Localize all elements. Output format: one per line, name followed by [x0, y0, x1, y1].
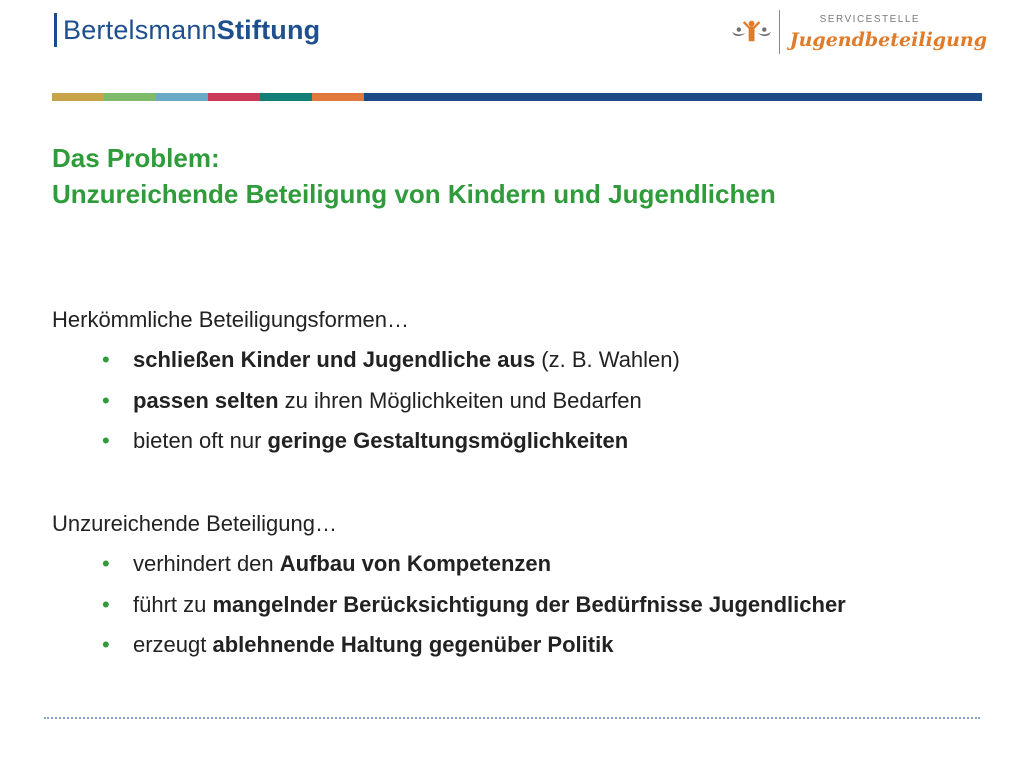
- list-item: [52, 585, 992, 626]
- list-item: [52, 340, 992, 381]
- title-line-1: Das Problem:: [52, 143, 220, 173]
- footer-dotted-line: [44, 717, 980, 719]
- list-item: [52, 544, 992, 585]
- item-bold: schließen Kinder und Jugendliche aus: [133, 347, 536, 372]
- brand-small: SERVICESTELLE: [819, 13, 921, 25]
- bertelsmann-logo: [54, 12, 320, 48]
- item-text: zu ihren Möglichkeiten und Bedarfen: [278, 387, 642, 413]
- item-bold: ablehnende Haltung gegenüber Politik: [212, 632, 614, 657]
- item-bold: mangelnder Berücksichtigung der Bedürfnisse Jugendlicher: [212, 591, 846, 617]
- people-emblem-icon: [732, 7, 771, 57]
- bullet-icon: •: [102, 632, 110, 657]
- servicestelle-logo: [732, 6, 987, 58]
- item-text: verhindert den: [133, 551, 280, 576]
- bullet-icon: •: [102, 347, 110, 372]
- item-bold: Aufbau von Kompetenzen: [279, 551, 552, 576]
- item-text: führt zu: [133, 591, 213, 617]
- brand-big: Jugendbeteiligung: [789, 28, 987, 51]
- section-heading: Herkömmliche Beteiligungsformen…: [52, 307, 410, 332]
- bullet-icon: •: [102, 551, 110, 576]
- color-stripe: [52, 93, 982, 101]
- slide-title: [52, 140, 982, 212]
- section-insufficient-participation: [52, 504, 992, 666]
- item-text: bieten oft nur: [133, 428, 268, 453]
- logo-bar: [54, 13, 57, 47]
- list-item: [52, 421, 992, 462]
- section-heading: Unzureichende Beteiligung…: [52, 511, 337, 536]
- item-text: erzeugt: [133, 632, 213, 657]
- list-item: [52, 381, 992, 422]
- stripe-segment: [52, 93, 104, 101]
- title-line-2: Unzureichende Beteiligung von Kindern und Jugendlichen: [52, 179, 776, 209]
- section-traditional-forms: [52, 300, 992, 462]
- brand-text: [790, 15, 987, 50]
- bullet-list: [52, 340, 992, 462]
- bullet-icon: •: [102, 591, 110, 617]
- logo-wordmark: [63, 15, 320, 46]
- list-item: [52, 625, 992, 666]
- item-text: (z. B. Wahlen): [535, 347, 680, 372]
- bullet-icon: •: [102, 387, 110, 413]
- logo-part-2: Stiftung: [216, 14, 321, 45]
- logo-part-1: Bertelsmann: [63, 14, 217, 45]
- stripe-segment: [104, 93, 156, 101]
- bullet-list: [52, 544, 992, 666]
- stripe-segment: [260, 93, 312, 101]
- bullet-icon: •: [102, 428, 110, 453]
- stripe-segment: [156, 93, 208, 101]
- stripe-segment: [312, 93, 364, 101]
- stripe-segment: [208, 93, 260, 101]
- stripe-segment: [364, 93, 982, 101]
- item-bold: passen selten: [133, 387, 279, 413]
- item-bold: geringe Gestaltungsmöglichkeiten: [267, 428, 629, 453]
